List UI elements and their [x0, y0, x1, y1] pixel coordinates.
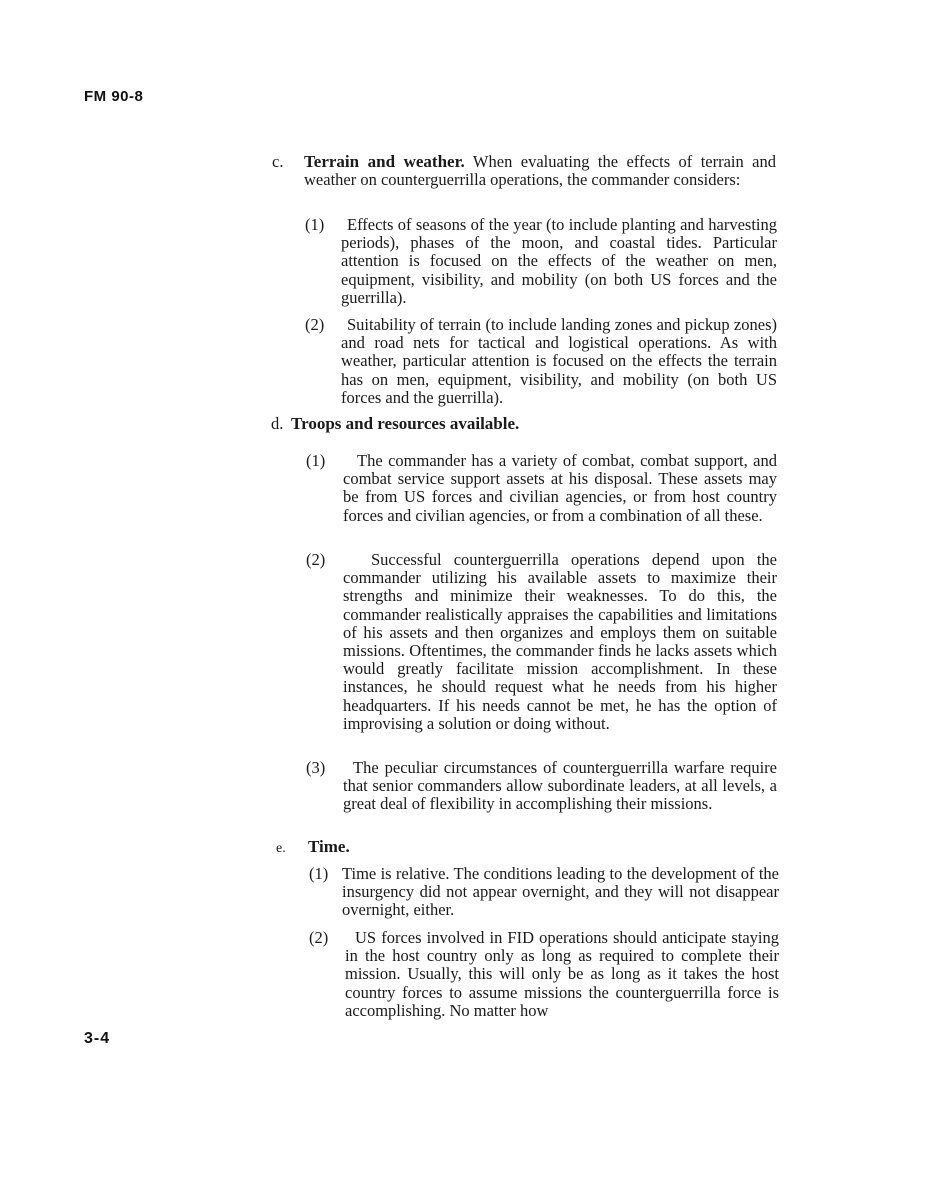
section-c-item-1-number: (1) [305, 215, 325, 234]
section-d-item-3-number: (3) [306, 758, 326, 777]
section-e-heading [308, 838, 778, 856]
section-e-item-2-number: (2) [309, 928, 329, 947]
section-e-title: Time. [308, 837, 350, 856]
page-number: 3-4 [84, 1030, 111, 1047]
section-c-title: Terrain and weather. [304, 152, 465, 171]
running-head: FM 90-8 [84, 88, 144, 105]
section-d-item-1-number: (1) [306, 451, 326, 470]
section-d-label: d. [271, 414, 284, 433]
section-c-item-1-text: Effects of seasons of the year (to include planting and harvesting periods), phases of the moon, and coastal tides. Particular attention is focused on the effects of the weather on men, equipment, visibility, and mobility (on both US forces and the guerrilla). [341, 215, 777, 307]
section-e-label: e. [276, 841, 286, 856]
section-d-title: Troops and resources available. [291, 414, 520, 433]
section-c-item-2-number: (2) [305, 315, 325, 334]
section-c-label: c. [272, 152, 284, 171]
section-d-item-3-text: The peculiar circumstances of counterguerrilla warfare require that senior commanders allow subordinate leaders, at all levels, a great deal of flexibility in accomplishing their missions. [343, 758, 777, 814]
section-c-intro: When evaluating the effects of terrain and weather on counterguerrilla operations, the commander considers: [304, 152, 776, 190]
section-c-paragraph [304, 153, 776, 189]
section-e-item-1-text: Time is relative. The conditions leading to the development of the insurgency did not appear overnight, and they will not disappear overnight, either. [342, 864, 779, 920]
section-d-heading [291, 415, 771, 433]
section-d-item-2-number: (2) [306, 550, 326, 569]
section-d-item-1-text: The commander has a variety of combat, combat support, and combat service support assets at his disposal. These assets may be from US forces and civilian agencies, or from host country forces and civilian agencies, or from a combination of all these. [343, 451, 777, 525]
section-c-item-2-text: Suitability of terrain (to include landing zones and pickup zones) and road nets for tactical and logistical operations. As with weather, particular attention is focused on the effects the terrain has on men, equipment, visibility, and mobility (on both US forces and the guerrilla). [341, 315, 777, 407]
section-d-item-2-text: Successful counterguerrilla operations depend upon the commander utilizing his available assets to maximize their strengths and minimize their weaknesses. To do this, the commander realistically appraises the capabilities and limitations of his assets and then organizes and employs them on suitable missions. Oftentimes, the commander finds he lacks assets which would greatly facilitate mission accomplishment. In these instances, he should request what he needs from his higher headquarters. If his needs cannot be met, he has the option of improvising a solution or doing without. [343, 550, 777, 733]
section-e-item-1-number: (1) [309, 864, 329, 883]
section-e-item-2-text: US forces involved in FID operations should anticipate staying in the host country only as long as required to complete their mission. Usually, this will only be as long as it takes the host country forces to assume missions the counterguerrilla force is accomplishing. No matter how [345, 928, 779, 1020]
